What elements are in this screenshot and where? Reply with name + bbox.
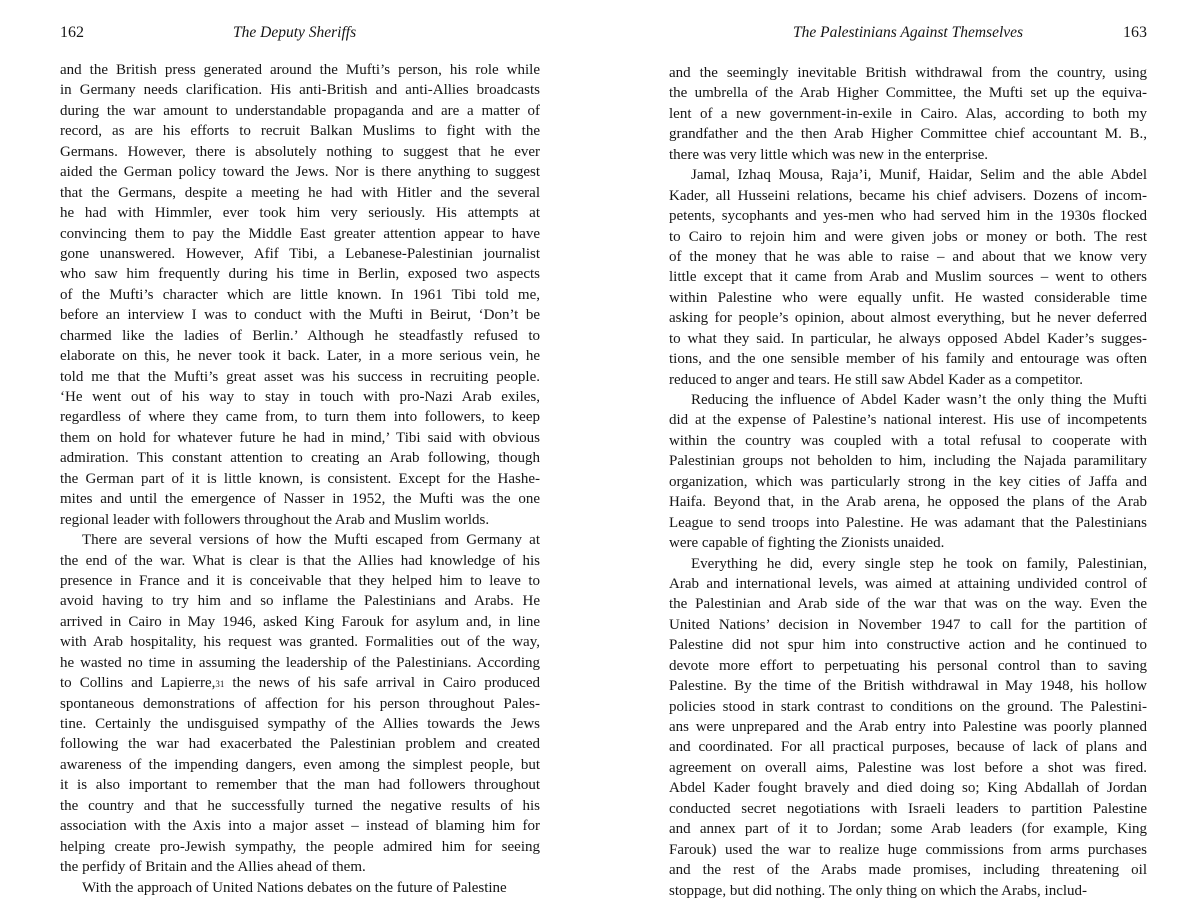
line-text: Haifa. Beyond that, in the Arab arena, he opposed the plans of the Arab bbox=[669, 494, 1147, 511]
line-text: reduced to anger and tears. He still saw Abdel Kader as a competitor. bbox=[669, 371, 1084, 388]
line-text: and the British press generated around the Mufti’s person, his role while bbox=[60, 62, 540, 78]
line-text: spontaneous demonstrations of affection for his person throughout Pales- bbox=[60, 695, 540, 712]
line-text: to what they said. In particular, he always opposed Abdel Kader’s sugges- bbox=[669, 330, 1147, 347]
line-text: petents, sycophants and yes-men who had served him in the 1930s flocked bbox=[669, 208, 1147, 225]
line-text: policies stood in stark contrast to conditions on the ground. The Palestini- bbox=[669, 698, 1147, 715]
line-text: that the Germans, despite a meeting he had with Hitler and the several bbox=[60, 184, 540, 201]
line-text: Palestine. By the time of the British withdrawal in May 1948, his hollow bbox=[669, 678, 1147, 695]
text-line bbox=[669, 758, 1147, 778]
text-line bbox=[669, 472, 1147, 492]
text-line bbox=[669, 206, 1147, 226]
text-line bbox=[60, 428, 540, 448]
left-page bbox=[60, 0, 540, 898]
text-line bbox=[60, 326, 540, 346]
text-line bbox=[60, 285, 540, 305]
text-line bbox=[60, 346, 540, 366]
line-text: regardless of where they came from, to turn them into followers, to keep bbox=[60, 409, 540, 426]
left-running-title: The Deputy Sheriffs bbox=[233, 24, 357, 41]
line-text: tions, and the one sensible member of his family and entourage was often bbox=[669, 351, 1147, 368]
text-line bbox=[60, 162, 540, 182]
line-text: helping create pro-Jewish sympathy, the people admired him for seeing bbox=[60, 838, 540, 855]
text-line bbox=[669, 819, 1147, 839]
text-line bbox=[60, 183, 540, 203]
line-text: admiration. This constant attention to creating an Arab following, though bbox=[60, 450, 540, 467]
line-text: asking for people’s opinion, about almost everything, but he never deferred bbox=[669, 310, 1147, 327]
line-text: elaborate on this, he never took it back. Later, in a more serious vein, he bbox=[60, 348, 540, 365]
text-line bbox=[669, 554, 1147, 574]
line-text: during the war amount to understandable propaganda and are a matter of bbox=[60, 102, 540, 119]
line-text: Farouk) used the war to realize huge commissions from arms purchases bbox=[669, 841, 1147, 858]
line-text: did at the expense of Palestine’s national interest. His use of incompetents bbox=[669, 412, 1147, 429]
line-text: in Germany needs clarification. His anti-British and anti-Allies broadcasts bbox=[60, 82, 540, 99]
line-text: charmed like the ladies of Berlin.’ Although he steadfastly refused to bbox=[60, 327, 540, 344]
text-line bbox=[669, 124, 1147, 144]
text-line bbox=[60, 224, 540, 244]
line-text: Jamal, Izhaq Mousa, Raja’i, Munif, Haidar, Selim and the able Abdel bbox=[691, 167, 1147, 184]
line-text: little except that it came from Arab and Muslim sources – went to others bbox=[669, 269, 1147, 286]
line-text: Reducing the influence of Abdel Kader wasn’t the only thing the Mufti bbox=[691, 392, 1147, 408]
line-text: and coordinated. For all practical purposes, because of lack of plans and bbox=[669, 739, 1147, 756]
line-text: within Palestine who were equally unfit. He wasted considerable time bbox=[669, 289, 1147, 306]
line-text: conducted secret negotiations with Israeli leaders to partition Palestine bbox=[669, 800, 1147, 817]
text-line bbox=[669, 737, 1147, 757]
line-text: record, as are his efforts to recruit Balkan Muslims to fight with the bbox=[60, 123, 540, 140]
text-line bbox=[60, 203, 540, 223]
text-line bbox=[60, 530, 540, 550]
text-line bbox=[669, 635, 1147, 655]
line-text: With the approach of United Nations debates on the future of Palestine bbox=[82, 879, 507, 896]
text-line bbox=[669, 451, 1147, 471]
line-text: tine. Certainly the undisguised sympathy of the Allies towards the Jews bbox=[60, 716, 540, 732]
text-line bbox=[60, 591, 540, 611]
text-line bbox=[669, 329, 1147, 349]
line-text: to Collins and Lapierre, bbox=[60, 675, 216, 692]
line-text: association with the Axis into a major asset – instead of blaming him for bbox=[60, 818, 540, 835]
line-text: he had with Himmler, ever took him very seriously. His attempts at bbox=[60, 205, 540, 222]
text-line bbox=[60, 387, 540, 407]
text-line bbox=[669, 227, 1147, 247]
text-line bbox=[60, 80, 540, 100]
line-text: Palestine did not spur him into constructive action and he continued to bbox=[669, 637, 1147, 654]
text-line bbox=[60, 244, 540, 264]
text-line bbox=[669, 676, 1147, 696]
text-line bbox=[60, 653, 540, 673]
line-text: aided the German policy toward the Jews. Nor is there anything to suggest bbox=[60, 164, 540, 181]
line-text: There are several versions of how the Mufti escaped from Germany at bbox=[82, 532, 540, 549]
line-text: presence in France and it is conceivable that they helped him to leave to bbox=[60, 572, 540, 589]
text-line bbox=[669, 186, 1147, 206]
line-text-continued: the news of his safe arrival in Cairo produced bbox=[224, 675, 541, 692]
text-line bbox=[669, 860, 1147, 880]
line-text: ‘He went out of his way to stay in touch with pro-Nazi Arab exiles, bbox=[60, 389, 540, 405]
right-page-header bbox=[669, 20, 1147, 48]
text-line bbox=[669, 145, 1147, 165]
text-line bbox=[60, 142, 540, 162]
text-line bbox=[669, 492, 1147, 512]
line-text: them on hold for whatever future he had in mind,’ Tibi said with obvious bbox=[60, 429, 540, 446]
text-line bbox=[60, 734, 540, 754]
text-line bbox=[60, 571, 540, 591]
text-line bbox=[669, 799, 1147, 819]
line-text: lent of a new government-in-exile in Cairo. Alas, according to both my bbox=[669, 105, 1147, 122]
line-text: Germans. However, there is absolutely nothing to suggest that he ever bbox=[60, 143, 540, 160]
line-text: gone unanswered. However, Afif Tibi, a Lebanese-Palestinian journalist bbox=[60, 245, 540, 262]
text-line bbox=[669, 717, 1147, 737]
line-text: he wasted no time in assuming the leadership of the Palestinians. According bbox=[60, 654, 540, 671]
text-line bbox=[60, 101, 540, 121]
text-line bbox=[60, 775, 540, 795]
text-line bbox=[669, 431, 1147, 451]
line-text: awareness of the impending dangers, even among the simplest people, but bbox=[60, 756, 540, 773]
line-text: it is also important to remember that the man had followers throughout bbox=[60, 777, 540, 794]
text-line bbox=[669, 533, 1147, 553]
line-text: League to send troops into Palestine. He was adamant that the Palestinians bbox=[669, 514, 1147, 531]
line-text: the perfidy of Britain and the Allies ahead of them. bbox=[60, 859, 366, 876]
text-line bbox=[669, 840, 1147, 860]
text-line bbox=[60, 407, 540, 427]
line-text: the umbrella of the Arab Higher Committee, the Mufti set up the equiva- bbox=[669, 85, 1147, 102]
line-text: Arab and international levels, was aimed at attaining undivided control of bbox=[669, 575, 1147, 592]
text-line bbox=[669, 697, 1147, 717]
left-page-body bbox=[60, 60, 540, 898]
line-text: the Palestinian and Arab side of the war that was on the way. Even the bbox=[669, 596, 1147, 613]
line-text: grandfather and the then Arab Higher Committee chief accountant M. B., bbox=[669, 126, 1147, 143]
line-text: told me that the Mufti’s great asset was his success in recruiting people. bbox=[60, 368, 540, 385]
text-line bbox=[669, 288, 1147, 308]
text-line bbox=[669, 308, 1147, 328]
line-text: the country and that he successfully turned the negative results of his bbox=[60, 797, 540, 814]
line-text: mites and until the emergence of Nasser in 1952, the Mufti was the one bbox=[60, 491, 540, 508]
line-text: avoid having to try him and so inflame the Palestinians and Arabs. He bbox=[60, 593, 540, 610]
text-line bbox=[60, 673, 540, 693]
text-line bbox=[669, 165, 1147, 185]
right-page bbox=[669, 0, 1147, 898]
right-running-title: The Palestinians Against Themselves bbox=[793, 24, 1024, 41]
text-line bbox=[60, 796, 540, 816]
line-text: of the money that he was able to raise – and about that we know very bbox=[669, 248, 1147, 265]
text-line bbox=[60, 816, 540, 836]
line-text: of the Mufti’s character which are little known. In 1961 Tibi told me, bbox=[60, 286, 540, 303]
left-page-header bbox=[60, 20, 540, 48]
line-text: to Cairo to rejoin him and were given jobs or money or both. The rest bbox=[669, 228, 1147, 245]
line-text: who saw him frequently during his time in Berlin, exposed two aspects bbox=[60, 266, 540, 283]
text-line bbox=[669, 594, 1147, 614]
text-line bbox=[60, 837, 540, 857]
line-text: Everything he did, every single step he took on family, Palestinian, bbox=[691, 555, 1147, 572]
line-text: organization, which was particularly strong in the key cities of Jaffa and bbox=[669, 473, 1147, 490]
text-line bbox=[669, 513, 1147, 533]
line-text: ans were unprepared and the Arab entry into Palestine was poorly planned bbox=[669, 719, 1147, 735]
text-line bbox=[60, 510, 540, 530]
text-line bbox=[60, 121, 540, 141]
text-line bbox=[60, 755, 540, 775]
line-text: devote more effort to perpetuating his personal control than to saving bbox=[669, 657, 1147, 674]
text-line bbox=[669, 247, 1147, 267]
line-text: Palestinian groups not beholden to him, including the Najada paramilitary bbox=[669, 453, 1147, 470]
text-line bbox=[60, 469, 540, 489]
text-line bbox=[669, 63, 1147, 83]
text-line bbox=[60, 264, 540, 284]
line-text: arrived in Cairo in May 1946, asked King Farouk for asylum and, in line bbox=[60, 613, 540, 630]
line-text: within the country was coupled with a total refusal to cooperate with bbox=[669, 432, 1147, 449]
line-text: stoppage, but did nothing. The only thing on which the Arabs, includ- bbox=[669, 882, 1088, 899]
line-text: Kader, all Husseini relations, became his chief advisers. Dozens of incom- bbox=[669, 187, 1147, 204]
line-text: Abdel Kader fought bravely and died doing so; King Abdallah of Jordan bbox=[669, 780, 1147, 797]
text-line bbox=[60, 367, 540, 387]
line-text: United Nations’ decision in November 1947 to call for the partition of bbox=[669, 616, 1147, 633]
text-line bbox=[60, 551, 540, 571]
line-text: convincing them to pay the Middle East greater attention appear to have bbox=[60, 225, 540, 242]
text-line bbox=[60, 857, 540, 877]
text-line bbox=[669, 778, 1147, 798]
left-page-number: 162 bbox=[60, 24, 84, 41]
right-page-body bbox=[669, 63, 1147, 901]
text-line bbox=[60, 305, 540, 325]
text-line bbox=[669, 83, 1147, 103]
text-line bbox=[60, 632, 540, 652]
text-line bbox=[60, 60, 540, 80]
line-text: there was very little which was new in the enterprise. bbox=[669, 146, 989, 163]
line-text: with Arab hospitality, his request was granted. Formalities out of the way, bbox=[60, 634, 540, 651]
line-text: and the rest of the Arabs made promises, including threatening oil bbox=[669, 862, 1147, 879]
text-line bbox=[669, 615, 1147, 635]
text-line bbox=[669, 267, 1147, 287]
text-line bbox=[669, 349, 1147, 369]
text-line bbox=[60, 714, 540, 734]
line-text: before an interview I was to conduct with the Mufti in Beirut, ‘Don’t be bbox=[60, 307, 540, 324]
line-text: the end of the war. What is clear is that the Allies had knowledge of his bbox=[60, 552, 540, 569]
text-line bbox=[669, 390, 1147, 410]
text-line bbox=[60, 448, 540, 468]
line-text: were capable of fighting the Zionists unaided. bbox=[669, 535, 945, 552]
line-text: the German part of it is little known, is consistent. Except for the Hashe- bbox=[60, 470, 540, 487]
text-line bbox=[669, 656, 1147, 676]
footnote-marker: 31 bbox=[215, 679, 225, 690]
line-text: regional leader with followers throughout the Arab and Muslim worlds. bbox=[60, 511, 490, 528]
text-line bbox=[669, 370, 1147, 390]
text-line bbox=[60, 694, 540, 714]
text-line bbox=[669, 410, 1147, 430]
text-line bbox=[60, 489, 540, 509]
line-text: following the war had exacerbated the Palestinian problem and created bbox=[60, 736, 540, 753]
text-line bbox=[669, 574, 1147, 594]
right-page-number: 163 bbox=[1123, 24, 1147, 41]
line-text: agreement on overall aims, Palestine was lost before a shot was fired. bbox=[669, 759, 1147, 776]
line-text: and the seemingly inevitable British withdrawal from the country, using bbox=[669, 65, 1147, 81]
text-line bbox=[60, 878, 540, 898]
text-line bbox=[669, 104, 1147, 124]
text-line bbox=[60, 612, 540, 632]
line-text: and annex part of it to Jordan; some Arab leaders (for example, King bbox=[669, 821, 1147, 838]
